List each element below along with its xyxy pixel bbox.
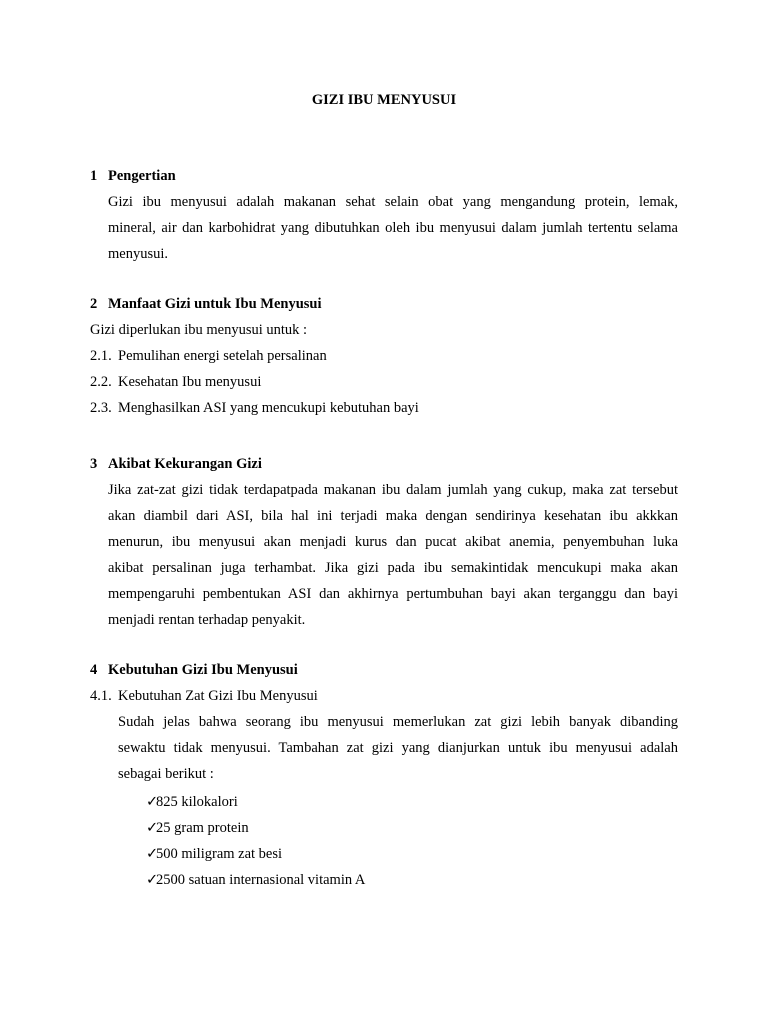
list-item-text: Menghasilkan ASI yang mencukupi kebutuhan bayi xyxy=(118,400,419,416)
section-1-line: menyusui. xyxy=(108,246,169,262)
section-1-line: mineral, air dan karbohidrat yang dibutuhkan oleh ibu menyusui dalam jumlah tertentu selama xyxy=(108,220,678,236)
checkmark-arrow-icon: ✓ xyxy=(146,846,159,862)
bullet-text: 2500 satuan internasional vitamin A xyxy=(156,872,366,888)
section-2-heading: Manfaat Gizi untuk Ibu Menyusui xyxy=(108,296,322,312)
section-2-intro: Gizi diperlukan ibu menyusui untuk : xyxy=(90,322,308,338)
section-2-number: 2 xyxy=(90,296,98,312)
checkmark-arrow-icon: ✓ xyxy=(146,872,159,888)
page-title: GIZI IBU MENYUSUI xyxy=(311,92,457,108)
bullet-item xyxy=(146,872,365,889)
section-3-line: menurun, ibu menyusui akan menjadi kurus dan pucat akibat anemia, penyembuhan luka xyxy=(108,534,678,550)
section-3-line: mempengaruhi pembentukan ASI dan akhirnya pertumbuhan bayi akan terganggu dan bayi xyxy=(108,586,678,602)
bullet-item xyxy=(146,846,282,863)
section-3-line: Jika zat-zat gizi tidak terdapatpada makanan ibu dalam jumlah yang cukup, maka zat tersebut xyxy=(108,482,678,498)
checkmark-arrow-icon: ✓ xyxy=(146,820,159,836)
section-4-number: 4 xyxy=(90,662,98,678)
section-1-heading: Pengertian xyxy=(108,168,176,184)
section-1-line: Gizi ibu menyusui adalah makanan sehat selain obat yang mengandung protein, lemak, xyxy=(108,194,678,210)
section-3-number: 3 xyxy=(90,456,98,472)
bullet-item xyxy=(146,820,249,837)
subsection-heading: Kebutuhan Zat Gizi Ibu Menyusui xyxy=(118,688,318,704)
bullet-text: 25 gram protein xyxy=(156,820,249,836)
bullet-text: 825 kilokalori xyxy=(156,794,238,810)
section-3-line: menjadi rentan terhadap penyakit. xyxy=(108,612,306,628)
section-3-heading: Akibat Kekurangan Gizi xyxy=(108,456,262,472)
list-item-text: Kesehatan Ibu menyusui xyxy=(118,374,262,390)
checkmark-arrow-icon: ✓ xyxy=(146,794,159,810)
bullet-text: 500 miligram zat besi xyxy=(156,846,283,862)
section-4-line: sewaktu tidak menyusui. Tambahan zat gizi yang dianjurkan untuk ibu menyusui adalah xyxy=(118,740,678,756)
section-4-heading: Kebutuhan Gizi Ibu Menyusui xyxy=(108,662,298,678)
section-4-line: sebagai berikut : xyxy=(118,766,214,782)
list-item-number: 2.1. xyxy=(90,348,112,364)
section-3-line: akan diambil dari ASI, bila hal ini terjadi maka dengan sendirinya kesehatan ibu akkkan xyxy=(108,508,678,524)
bullet-item xyxy=(146,794,238,811)
subsection-number: 4.1. xyxy=(90,688,112,704)
list-item-number: 2.3. xyxy=(90,400,112,416)
section-1-number: 1 xyxy=(90,168,98,184)
section-3-line: akibat persalinan juga terhambat. Jika gizi pada ibu semakintidak mencukupi maka akan xyxy=(108,560,678,576)
list-item-number: 2.2. xyxy=(90,374,112,390)
section-4-line: Sudah jelas bahwa seorang ibu menyusui memerlukan zat gizi lebih banyak dibanding xyxy=(118,714,678,730)
list-item-text: Pemulihan energi setelah persalinan xyxy=(118,348,327,364)
